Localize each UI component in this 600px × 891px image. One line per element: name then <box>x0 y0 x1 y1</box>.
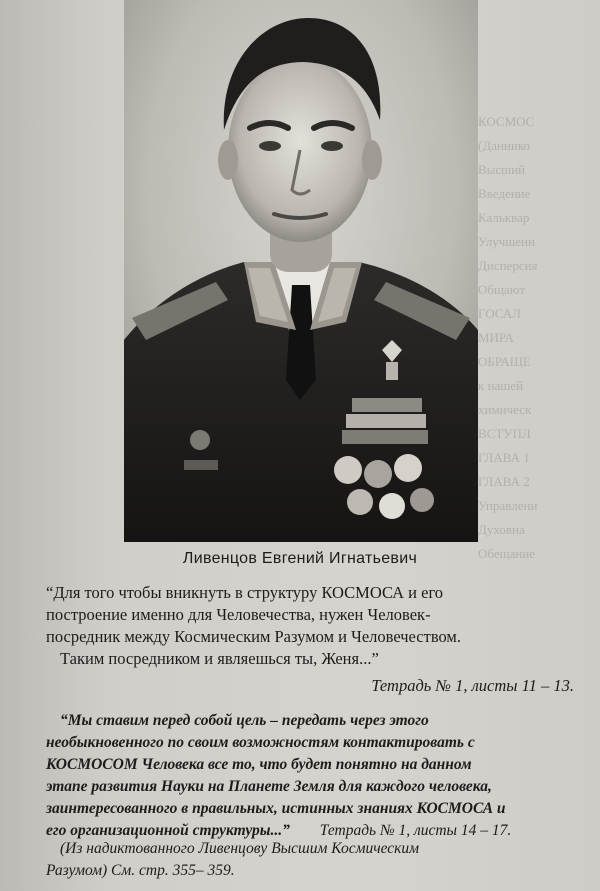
bleed-line: ГЛАВА 2 <box>478 474 530 489</box>
bleed-line: (Даннико <box>478 138 530 153</box>
bleed-line: Общают <box>478 282 526 297</box>
bleed-line: Дисперсия <box>478 258 538 273</box>
quote-line: “Для того чтобы вникнуть в структуру КОСМОСА и его <box>46 583 444 602</box>
bleed-line: ГЛАВА 1 <box>478 450 530 465</box>
bleed-line: Управлени <box>478 498 538 513</box>
bleed-line: ОБРАЩЕ <box>478 354 531 369</box>
quote-line: построение именно для Человечества, нужен Человек- <box>46 605 431 624</box>
note-line: Разумом) См. стр. 355– 359. <box>46 862 235 879</box>
bleed-line: МИРА <box>478 330 514 345</box>
bleed-line: Улучшенн <box>478 234 535 249</box>
bleed-through-text <box>478 110 598 561</box>
quote-block-2 <box>46 710 580 842</box>
bleed-line: Введение <box>478 186 531 201</box>
portrait-photo <box>124 0 478 542</box>
quote-line: этапе развития Науки на Планете Земля для каждого человека, <box>46 778 492 795</box>
bleed-line: химическ <box>478 402 532 417</box>
portrait-illustration <box>124 0 478 542</box>
quote-line: КОСМОСОМ Человека все то, что будет понятно на данном <box>46 756 472 773</box>
bleed-line: КОСМОС <box>478 114 535 129</box>
quote-line: Таким посредником и являешься ты, Женя...” <box>60 649 379 668</box>
bleed-line: Духовна <box>478 522 525 537</box>
quote-line: посредник между Космическим Разумом и Человечеством. <box>46 627 461 646</box>
bleed-line: Высший <box>478 162 526 177</box>
bleed-line: к нашей <box>478 378 524 393</box>
source-reference-1: Тетрадь № 1, листы 11 – 13. <box>371 676 574 695</box>
bleed-line: Кальквар <box>478 210 530 225</box>
quote-line: “Мы ставим перед собой цель – передать через этого <box>60 712 429 729</box>
quote-line-text: его организационной структуры...” <box>46 822 290 839</box>
bleed-line: ВСТУПЛ <box>478 426 531 441</box>
photo-caption: Ливенцов Евгений Игнатьевич <box>182 550 418 567</box>
bleed-line: Обещание <box>478 546 536 561</box>
quote-block-1 <box>46 582 576 670</box>
quote-line: необыкновенного по своим возможностям контактировать с <box>46 734 475 751</box>
dictation-note <box>46 838 580 882</box>
note-line: (Из надиктованного Ливенцову Высшим Космическим <box>60 840 420 857</box>
bleed-line: ГОСАЛ <box>478 306 521 321</box>
quote-line: заинтересованного в правильных, истинных знаниях КОСМОСА и <box>46 800 506 817</box>
source-reference-2: Тетрадь № 1, листы 14 – 17. <box>319 822 512 839</box>
